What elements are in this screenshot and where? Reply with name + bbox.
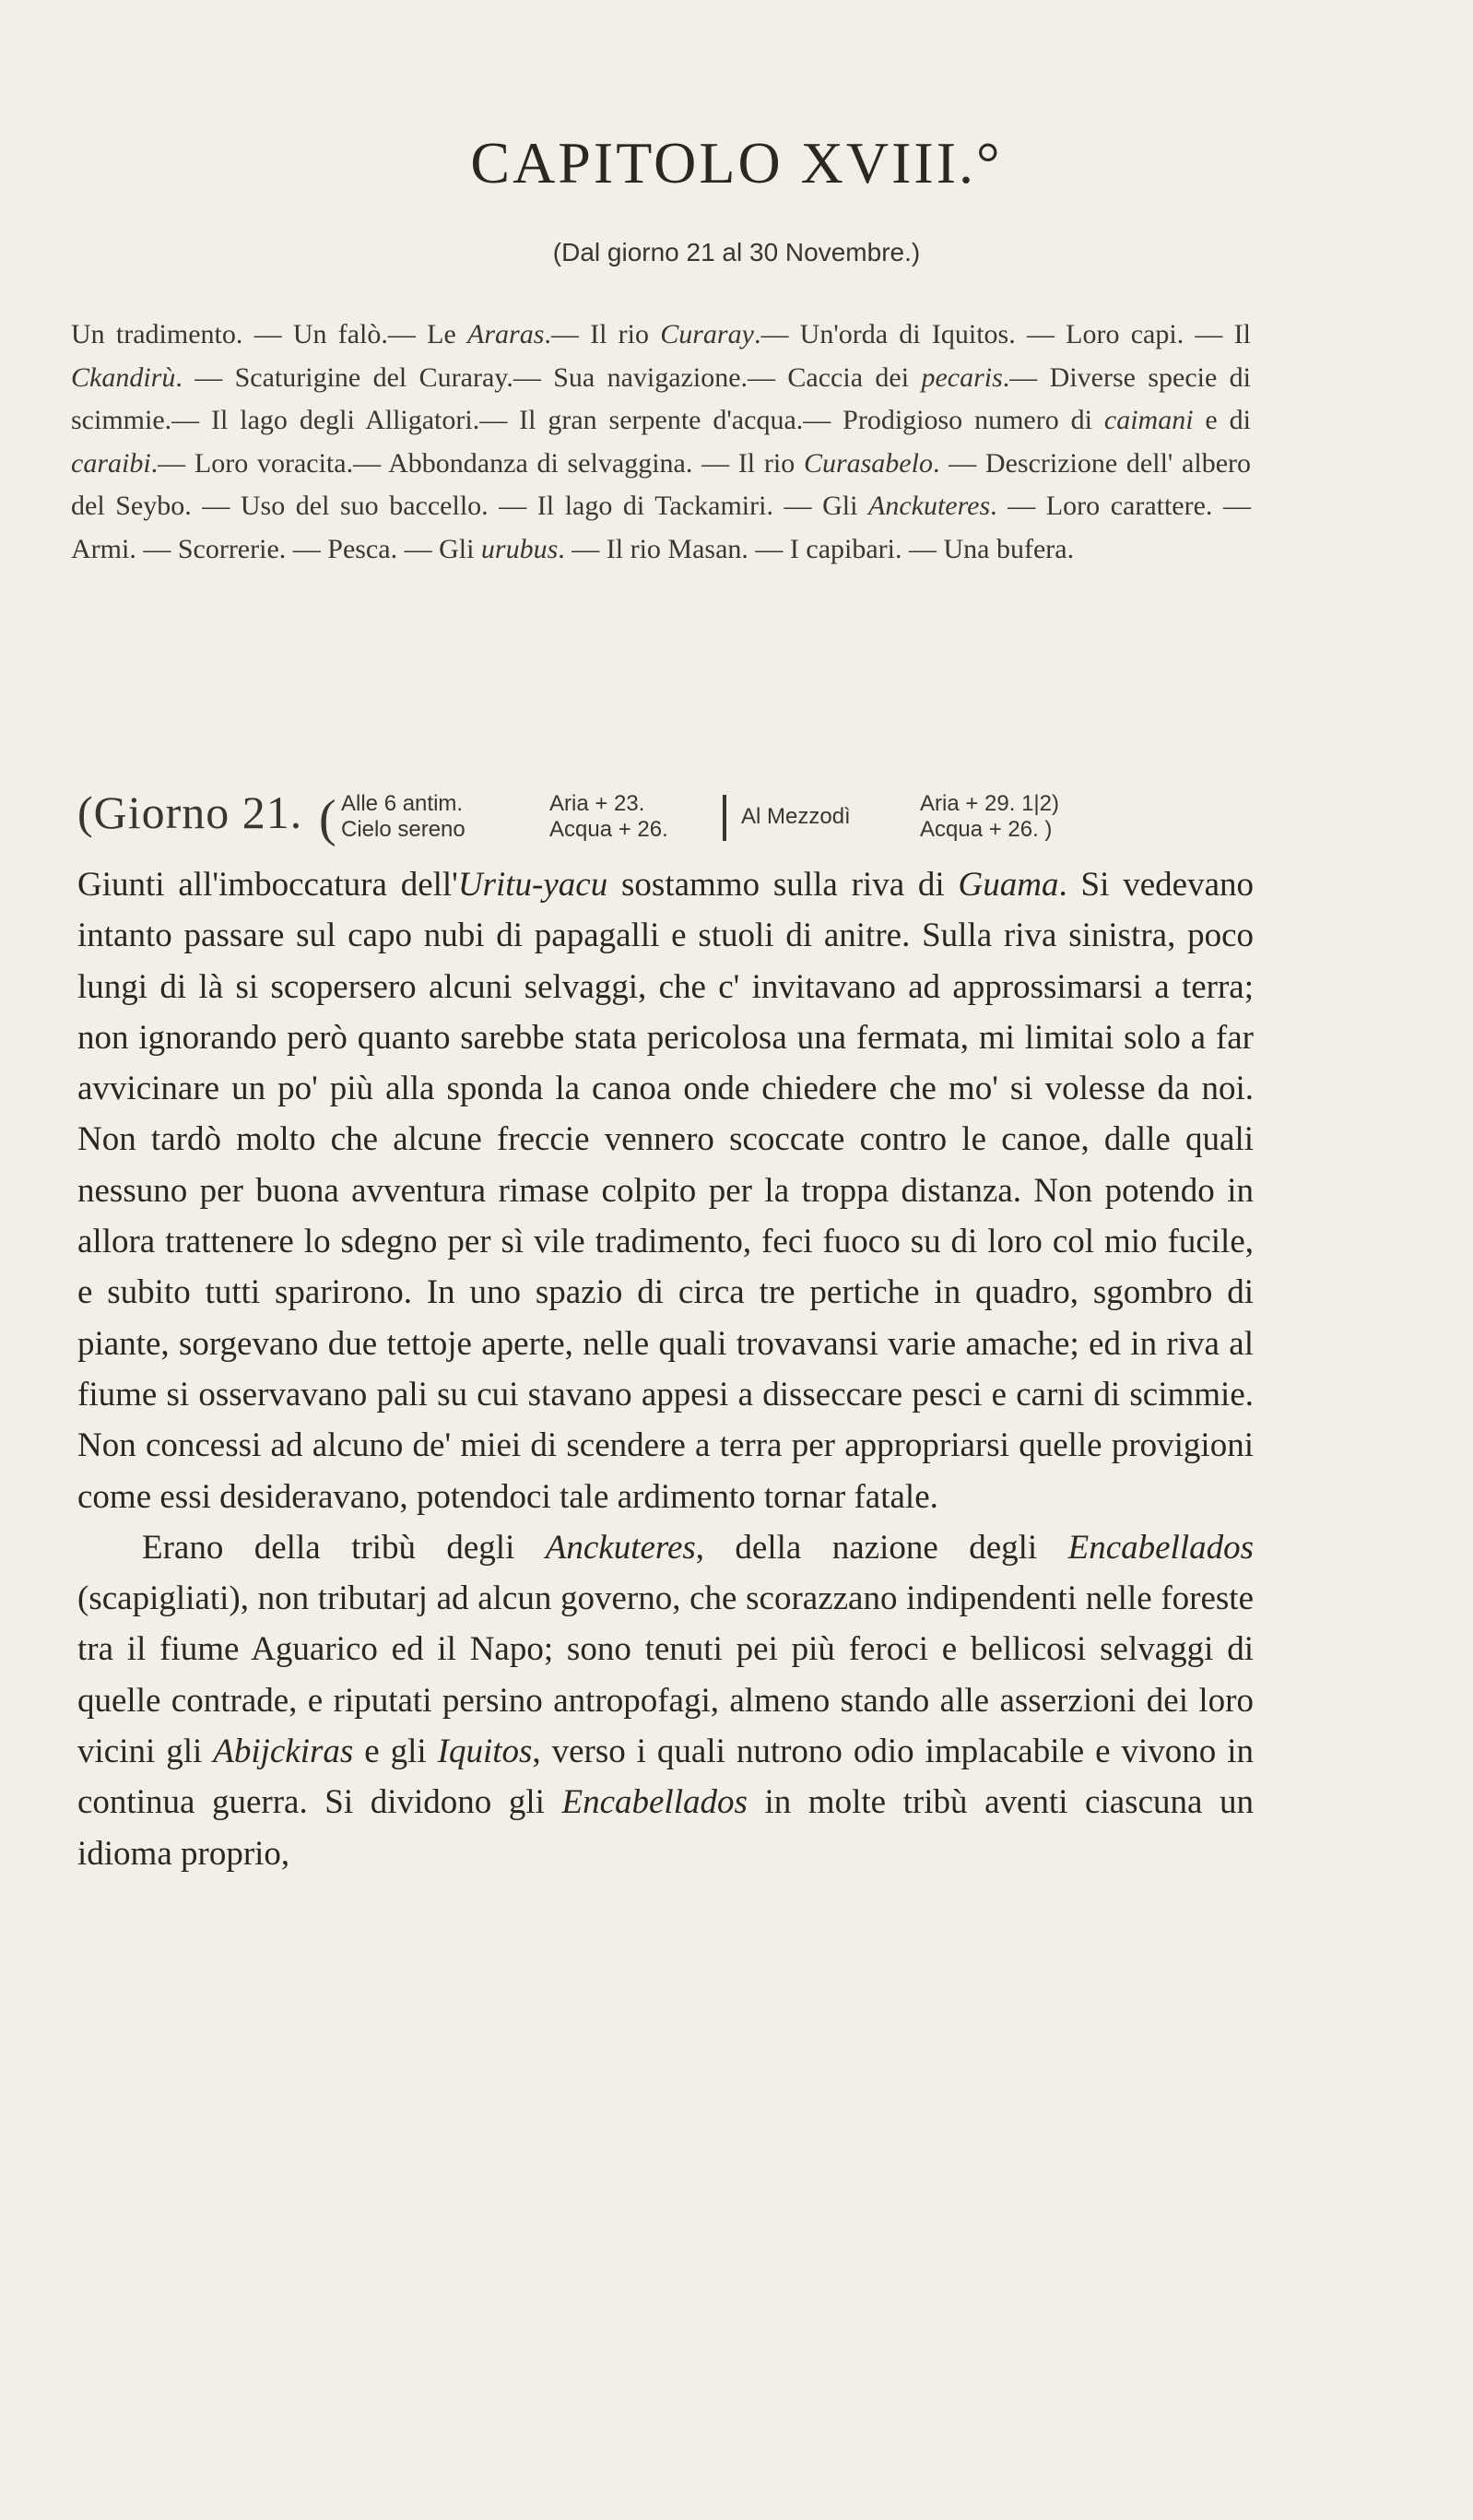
- text-run: sostammo sulla riva di: [607, 866, 959, 904]
- summary-text-italic: caimani: [1103, 405, 1194, 435]
- text-run-italic: Guama: [958, 866, 1059, 904]
- bracket: (: [319, 790, 336, 847]
- text-run: , della nazione degli: [695, 1528, 1068, 1567]
- morning-time: Alle 6 antim.: [341, 791, 464, 816]
- day-label: (Giorno 21.: [77, 787, 303, 838]
- summary-text-italic: Ckandirù: [71, 361, 176, 393]
- text-run: (scapigliati), non tributarj ad alcun governo, che scorazzano indipendenti nelle foreste tra il fiume Aguarico ed il Napo; sono tenuti pei più feroci e bellicosi selvaggi di quelle contrade, e riputati persino antropofagi, almeno stando alle asserzioni dei loro vicini gli: [77, 1579, 1254, 1771]
- text-run: e gli: [353, 1733, 438, 1771]
- text-run-italic: Encabellados: [561, 1783, 748, 1822]
- text-run-italic: Anckuteres: [545, 1528, 696, 1567]
- chapter-summary: [71, 314, 1251, 571]
- noon-water: Acqua + 26. ): [920, 817, 1053, 842]
- text-run-italic: Iquitos: [437, 1733, 533, 1771]
- summary-text: .— Diverse specie di scimmie.— Il lago degli Alligatori.— Il gran serpente d'acqua.— Prodigioso numero di: [71, 361, 1252, 435]
- summary-text: . — Il rio Masan. — I capibari. — Una bufera.: [558, 533, 1075, 564]
- summary-text: e di: [1193, 405, 1251, 435]
- chapter-title: CAPITOLO XVIII.°: [470, 130, 1003, 195]
- text-run: in molte tribù aventi ciascuna un idioma proprio,: [77, 1783, 1254, 1873]
- text-run-italic: Abijckiras: [213, 1733, 354, 1771]
- text-run: Erano della tribù degli: [142, 1528, 546, 1567]
- morning-sky: Cielo sereno: [341, 817, 465, 842]
- morning-air: Aria + 23.: [549, 791, 645, 816]
- summary-text: Un tradimento. — Un falò.— Le: [71, 319, 468, 349]
- summary-text-italic: caraibi: [71, 447, 151, 479]
- summary-text: .— Loro voracita.— Abbondanza di selvaggina. — Il rio: [150, 447, 804, 479]
- summary-text: . — Scaturigine del Curaray.— Sua navigazione.— Caccia dei: [175, 361, 922, 393]
- text-run: Giunti all'imboccatura dell': [77, 866, 458, 904]
- summary-text-italic: Araras: [467, 319, 545, 349]
- chapter-subtitle: (Dal giorno 21 al 30 Novembre.): [552, 238, 921, 266]
- summary-text-italic: Anckuteres: [868, 491, 991, 521]
- text-run-italic: Encabellados: [1067, 1528, 1254, 1567]
- summary-text: .— Il rio: [544, 319, 661, 349]
- summary-text-italic: Curaray: [660, 319, 754, 349]
- body-text: [77, 859, 1254, 1879]
- paragraph-2: [77, 1522, 1254, 1879]
- summary-text-italic: pecaris: [921, 361, 1003, 393]
- text-run: . Si vedevano intanto passare sul capo nubi di papagalli e stuoli di anitre. Sulla riva sinistra, poco lungi di là si scopersero alcuni selvaggi, che c' invitavano ad approssimarsi a terra; non ignorando però quanto sarebbe stata pericolosa una fermata, mi limitai solo a far avvicinare un po' più alla sponda la canoa onde chiedere che mo' si volesse da noi. Non tardò molto che alcune freccie vennero scoccate contro le canoe, dalle quali nessuno per buona avventura rimase colpito per la troppa distanza. Non potendo in allora trattenere lo sdegno per sì vile tradimento, feci fuoco su di loro col mio fucile, e subito tutti sparirono. In uno spazio di circa tre pertiche in quadro, sgombro di piante, sorgevano due tettoje aperte, nelle quali trovavansi varie amache; ed in riva al fiume si osservavano pali su cui stavano appesi a disseccare pesci e carni di scimmie. Non concessi ad alcuno de' miei di scendere a terra per appropriarsi quelle provigioni come essi desideravano, potendoci tale ardimento tornar fatale.: [77, 866, 1254, 1516]
- noon-label: Al Mezzodì: [741, 804, 851, 829]
- text-run-italic: Uritu-yacu: [457, 866, 608, 904]
- text-run: , verso i quali nutrono odio implacabile e vivono in continua guerra. Si dividono gli: [77, 1733, 1254, 1822]
- summary-text-italic: Curasabelo: [803, 447, 933, 479]
- summary-text: . — Descrizione dell' albero del Seybo. — Uso del suo baccello. — Il lago di Tackamiri. — Gli: [71, 447, 1251, 521]
- noon-air: Aria + 29. 1|2): [920, 791, 1059, 816]
- summary-text: .— Un'orda di Iquitos. — Loro capi. — Il: [753, 319, 1252, 349]
- morning-water: Acqua + 26.: [549, 817, 668, 842]
- summary-text: . — Loro carattere. — Armi. — Scorrerie. — Pesca. — Gli: [71, 491, 1251, 564]
- separator-bar: [723, 795, 726, 841]
- summary-text-italic: urubus: [480, 533, 559, 564]
- paragraph-1: [77, 859, 1254, 1522]
- weather-header: [77, 786, 1248, 859]
